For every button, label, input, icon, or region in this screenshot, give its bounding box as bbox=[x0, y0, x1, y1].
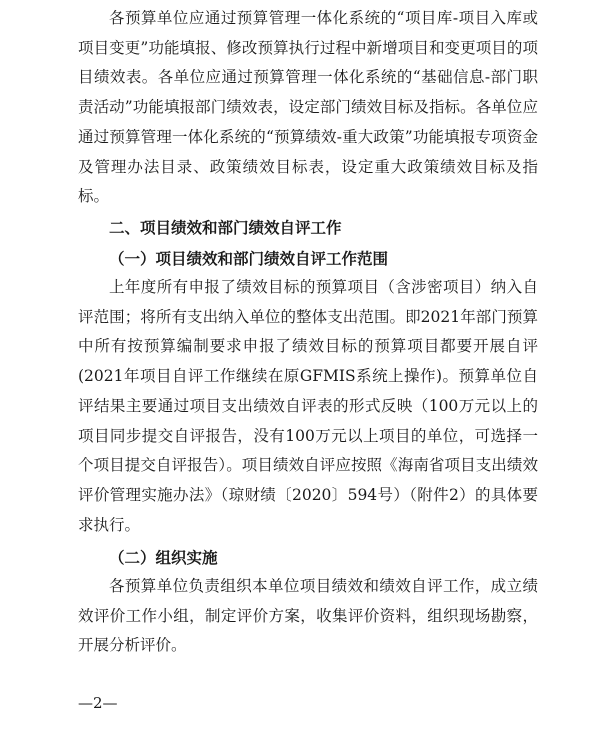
subsection-heading-scope: （一）项目绩效和部门绩效自评工作范围 bbox=[109, 249, 389, 268]
intro-paragraph: 各预算单位应通过预算管理一体化系统的“项目库-项目入库或项目变更”功能填报、修改预算执行过程中新增项目和变更项目的项目绩效表。各单位应通过预算管理一体化系统的“基础信息-部门职责活动”功能填报部门绩效表，设定部门绩效目标及指标。各单位应通过预算管理一体化系统的“预算绩效-重大政策”功能填报专项资金及管理办法目录、政策绩效目标表，设定重大政策绩效目标及指标。 bbox=[78, 9, 538, 206]
page-number: —2— bbox=[78, 694, 118, 712]
section-heading-2: 二、项目绩效和部门绩效自评工作 bbox=[109, 219, 342, 237]
organization-paragraph: 各预算单位负责组织本单位项目绩效和绩效自评工作，成立绩效评价工作小组，制定评价方案，收集评价资料，组织现场勘察，开展分析评价。 bbox=[78, 577, 538, 655]
subsection-heading-organization: （二）组织实施 bbox=[109, 548, 218, 567]
scope-paragraph: 上年度所有申报了绩效目标的预算项目（含涉密项目）纳入自评范围；将所有支出纳入单位的整体支出范围。即2021年部门预算中所有按预算编制要求申报了绩效目标的预算项目都要开展自评(2021年项目自评工作继续在原GFMIS系统上操作)。预算单位自评结果主要通过项目支出绩效自评表的形式反映（100万元以上的项目同步提交自评报告，没有100万元以上项目的单位，可选择一个项目提交自评报告）。项目绩效自评应按照《海南省项目支出绩效评价管理实施办法》（琼财绩〔2020〕594号）（附件2）的具体要求执行。 bbox=[78, 278, 538, 534]
